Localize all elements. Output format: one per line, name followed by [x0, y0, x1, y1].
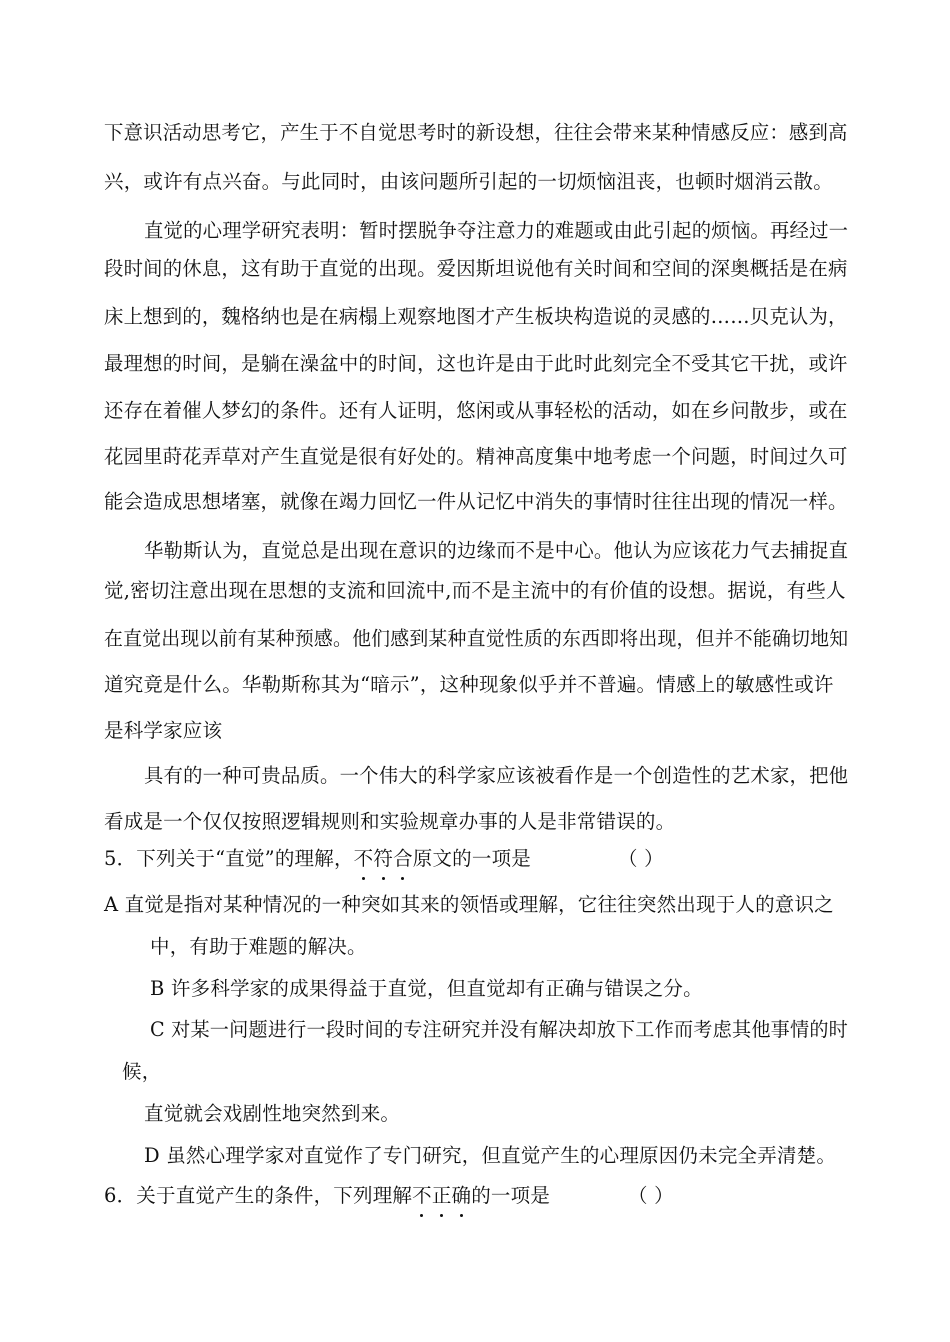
passage-line: 觉,密切注意出现在思想的支流和回流中,而不是主流中的有价值的设想。据说，有些人	[104, 579, 846, 602]
question-6-stem: 6．关于直觉产生的条件，下列理解不正确的一项是	[104, 1184, 551, 1207]
passage-line: 看成是一个仅仅按照逻辑规则和实验规章办事的人是非常错误的。	[104, 810, 676, 833]
passage-line: 兴，或许有点兴奋。与此同时，由该问题所引起的一切烦恼沮丧，也顿时烟消云散。	[104, 170, 833, 193]
passage-line: 床上想到的，魏格纳也是在病榻上观察地图才产生板块构造说的灵感的……贝克认为，	[104, 305, 848, 328]
passage-line: 能会造成思想堵塞，就像在竭力回忆一件从记忆中消失的事情时往往出现的情况一样。	[104, 490, 848, 513]
passage-line: 是科学家应该	[104, 719, 223, 742]
emphasis-char: 正	[431, 1184, 452, 1207]
passage-line: 在直觉出现以前有某种预感。他们感到某种直觉性质的东西即将出现，但并不能确切地知	[104, 627, 849, 650]
passage-line: 直觉的心理学研究表明：暂时摆脱争夺注意力的难题或由此引起的烦恼。再经过一	[144, 219, 849, 242]
emphasis-char: 符	[373, 847, 394, 870]
question-5-stem: 5．下列关于“直觉”的理解，不符合原文的一项是	[104, 847, 531, 870]
passage-line: 还存在着催人梦幻的条件。还有人证明，悠闲或从事轻松的活动，如在乡问散步，或在	[104, 399, 848, 422]
emphasis-char: 不	[353, 847, 374, 870]
question-5-option-c: C 对某一问题进行一段时间的专注研究并没有解决却放下工作而考虑其他事情的时	[150, 1018, 849, 1041]
passage-line: 具有的一种可贵品质。一个伟大的科学家应该被看作是一个创造性的艺术家，把他	[144, 764, 849, 787]
answer-blank[interactable]: （ ）	[618, 847, 664, 870]
passage-line: 华勒斯认为，直觉总是出现在意识的边缘而不是中心。他认为应该花力气去捕捉直	[144, 539, 849, 562]
passage-line: 最理想的时间，是躺在澡盆中的时间，这也许是由于此时此刻完全不受其它干扰，或许	[104, 352, 848, 375]
passage-line: 花园里莳花弄草对产生直觉是很有好处的。精神高度集中地考虑一个问题，时间过久可	[104, 445, 848, 468]
emphasis-char: 不	[412, 1184, 432, 1207]
passage-line: 段时间的休息，这有助于直觉的出现。爱因斯坦说他有关时间和空间的深奥概括是在病	[104, 257, 848, 280]
passage-line: 下意识活动思考它，产生于不自觉思考时的新设想，往往会带来某种情感反应：感到高	[104, 121, 848, 144]
question-5-option-a: A 直觉是指对某种情况的一种突如其来的领悟或理解，它往往突然出现于人的意识之	[104, 893, 834, 916]
question-5-option-c-cont: 候，	[122, 1060, 162, 1083]
question-5-option-a-cont: 中，有助于难题的解决。	[150, 935, 367, 958]
answer-blank[interactable]: （ ）	[628, 1184, 674, 1207]
emphasis-char: 合	[393, 847, 413, 870]
question-5-option-d: D 虽然心理学家对直觉作了专门研究，但直觉产生的心理原因仍未完全弄清楚。	[144, 1144, 837, 1167]
passage-line: 道究竟是什么。华勒斯称其为“暗示”，这种现象似乎并不普遍。情感上的敏感性或许	[104, 673, 834, 696]
question-5-option-c-cont: 直觉就会戏剧性地突然到来。	[144, 1102, 401, 1125]
question-5-option-b: B 许多科学家的成果得益于直觉，但直觉却有正确与错误之分。	[150, 977, 703, 1000]
emphasis-char: 确	[451, 1184, 472, 1207]
